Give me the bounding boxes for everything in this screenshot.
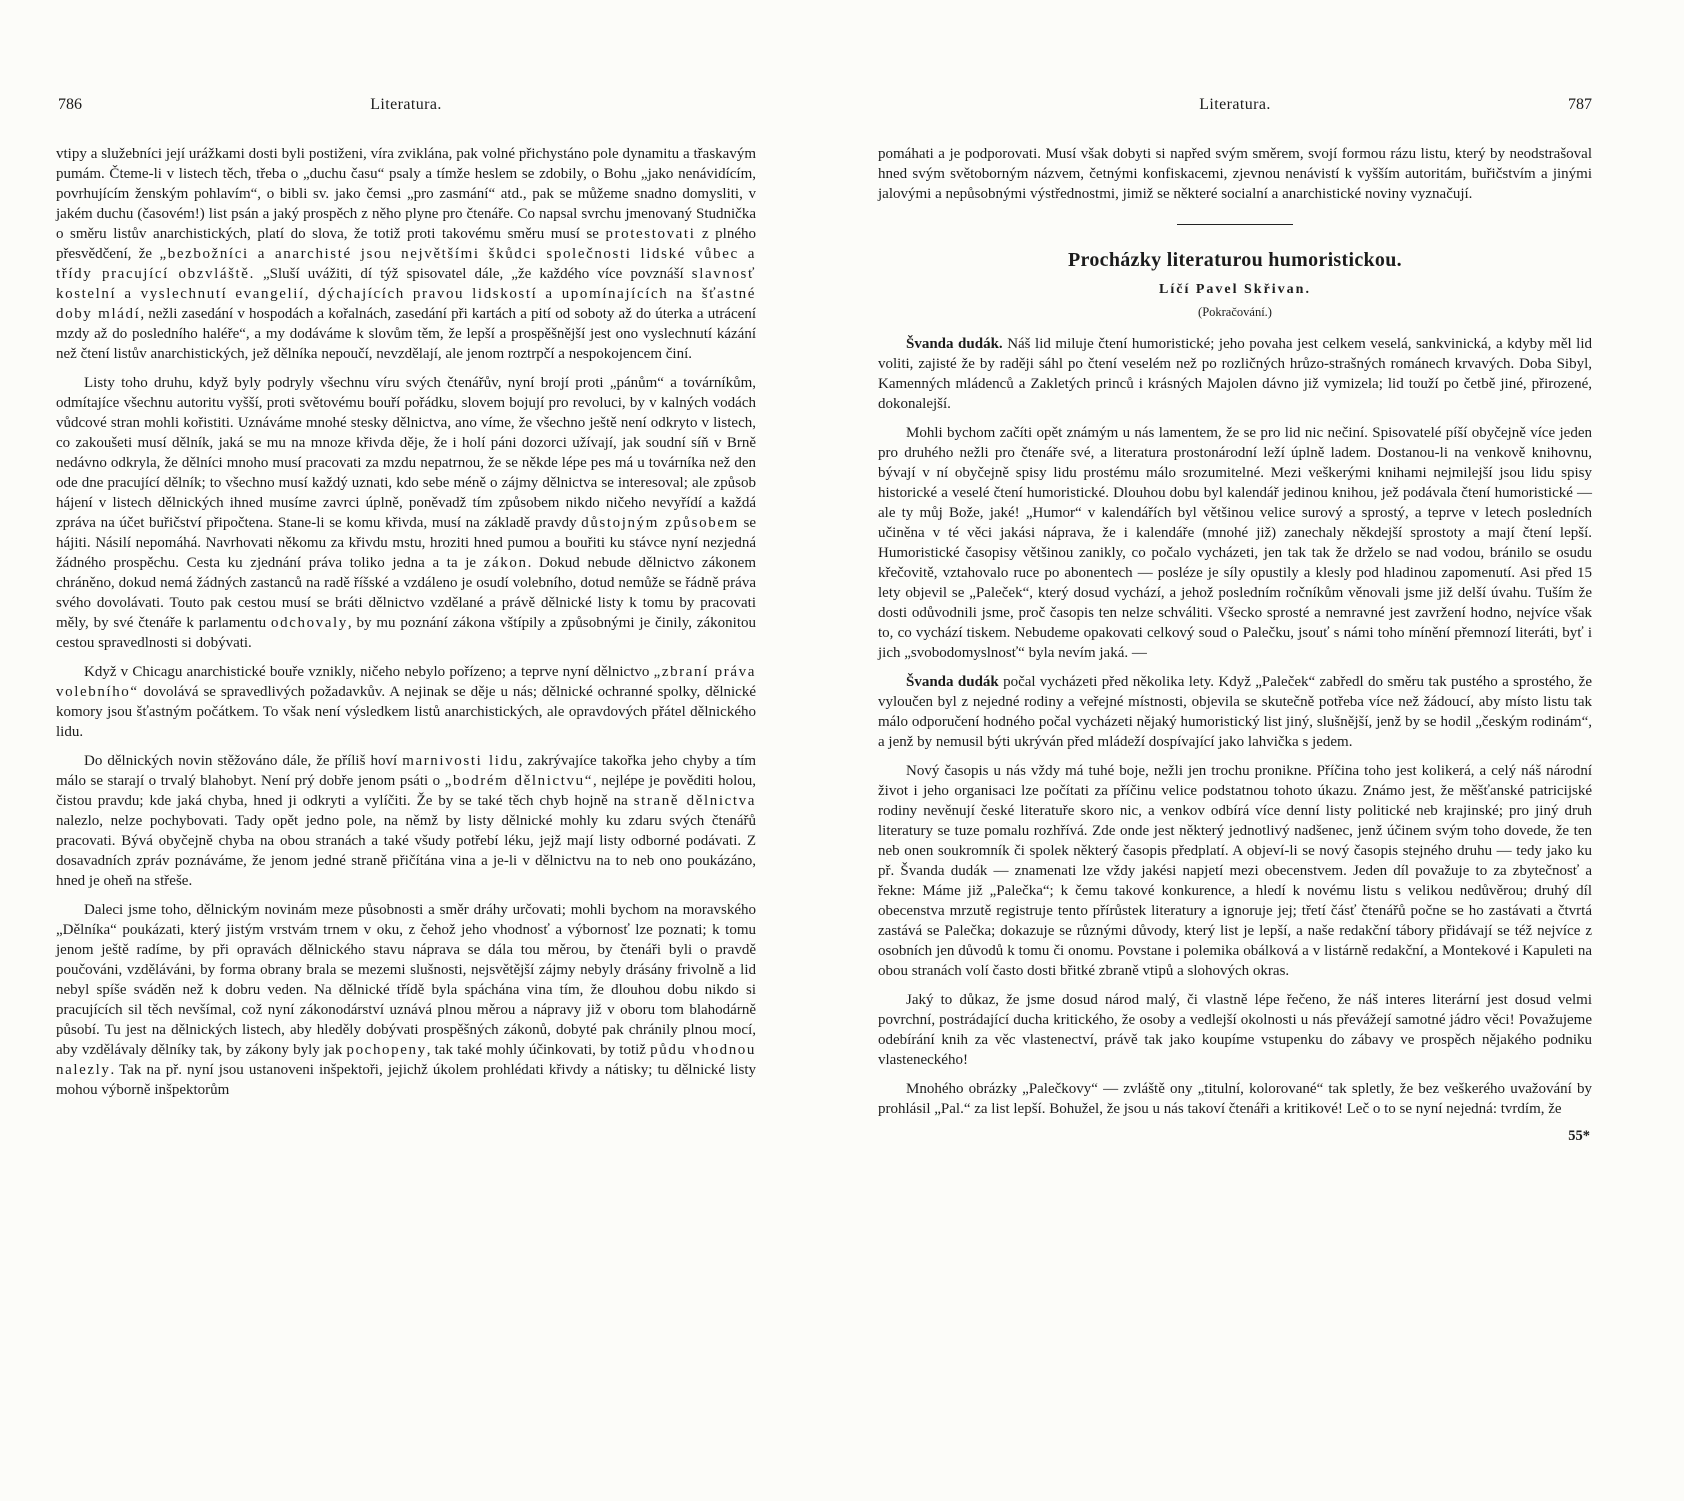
page-number: 786 bbox=[58, 96, 82, 113]
paragraph: Když v Chicagu anarchistické bouře vznikly, ničeho nebylo pořízeno; a teprve nyní dělnictvo „zbraní práva volebního“ dovolává se spravedlivých požadavkův. A nejinak se děje u nás; dělnické ochranné spolky, dělnické komory jsou šťastným počátkem. To však není výsledkem listů anarchistických, ale opravdových přátel dělnického lidu. bbox=[56, 664, 756, 740]
page-header-left bbox=[56, 96, 756, 114]
paragraph: Listy toho druhu, když byly podryly všechnu víru svých čtenářův, nyní brojí proti „pánům“ a továrníkům, odmítajíce všechnu autoritu vyšší, proti světovému bouří pořádku, slovem bojují pro revoluci, by v kalných vodách vůdcové stran mohli kořistiti. Uznáváme mnohé stesky dělnictva, ano víme, že všechno ještě není odkryto v listech, co zakoušeti musí dělník, jaká se mu na mnoze křivda děje, že i holí páni dozorci užívají, jak soudní síň v Brně nedávno odkryla, že dělníci mnoho musí pracovati za mzdu nepatrnou, že se někde lépe pes má u továrníka než den ode dne pracující dělník; to všechno musí každý uznati, kdo sebe méně o zájmy dělnictva se interesoval; ale způsob hájení v listech dělnických ihned musíme zavrci úplně, poněvadž tím způsobem nikdo ničeho nevyřídí a každá zpráva na účet buřičství připočtena. Stane-li se komu křivda, musí na základě pravdy důstojným způsobem se hájiti. Násilí nepomáhá. Navrhovati někomu za křivdu mstu, hroziti hned pumou a bouřiti ku stávce nyní nezjedná žádného prospěchu. Cesta ku zjednání práva toliko jedna a ta je zákon. Dokud nebude dělnictvo zákonem chráněno, dokud nemá žádných zastanců na radě říšské a vzdáleno je osudí volebního, dotud nemůže se řádně práva svého dovolávati. Touto pak cestou musí se bráti dělnictvo vzdělané a právě dělnické listy k tomu by pracovati měly, by své čtenáře k parlamentu odchovaly, by mu poznání zákona vštípily a způsobnými je činily, zákonitou cestou spravedlnosti si dobývati. bbox=[56, 375, 757, 651]
continuation-note: (Pokračování.) bbox=[1198, 305, 1272, 319]
running-title: Literatura. bbox=[1199, 96, 1271, 113]
article-title: Procházky literaturou humoristickou. bbox=[1068, 249, 1402, 271]
paragraph: Daleci jsme toho, dělnickým novinám meze působnosti a směr dráhy určovati; mohli bychom na moravského „Dělníka“ poukázati, který jistým vrstvám trnem v oku, z čehož jeho vhodnosť a výbornosť lze poznati; k tomu jenom ještě radíme, by při opravách dělnického stavu náprava se dála tou měrou, by čtenáři byli o pravdě poučováni, vzděláváni, by forma obrany brala se mezemi slušnosti, nejsvětější zájmy nebyly drásány frivolně a lid nebyl spíše sváděn než k dobru veden. Na dělnické třídě byla spáchána vina tím, že dlouhou dobu nikdo si pracujících sil těch nevšímal, což nyní zákonodárství uznává plnou měrou a nápravy již v oboru tom blahodárně působí. Tu jest na dělnických listech, aby hleděly dobývati prospěšných zákonů, dobyté pak chránily plnou mocí, aby vzdělávaly dělníky tak, by zákony byly jak pochopeny, tak také mohly účinkovati, by totiž půdu vhodnou nalezly. Tak na př. nyní jsou ustanoveni inšpektoři, jejichž úkolem prohlédati křivdy a nátisky; tu dělnické listy mohou výborně inšpektorům bbox=[56, 902, 757, 1098]
section-divider bbox=[1177, 224, 1293, 225]
paragraph: Švanda dudák počal vycházeti před několika lety. Když „Paleček“ zabředl do směru tak pustého a sprostého, že vyloučen byl z nejedné rodiny a veřejné místnosti, objevila se skutečně potřeba více než žádoucí, aby místo listu tak málo odporučení hodného počal vycházeti nějaký humoristický list jiný, slušnější, jenž by se hodil „českým rodinám“, a jenž by nemusil býti ukrýván před mládeží dospívající jako lahvička s jedem. bbox=[878, 674, 1592, 750]
paragraph: Mohli bychom začíti opět známým u nás lamentem, že se pro lid nic nečiní. Spisovatelé píší obyčejně více jeden pro druhého nežli pro čtenáře své, a literatura prostonárodní leží úplně ladem. Dostanou-li na venkově knihovnu, bývají v ní obyčejně spisy lidu prostému málo srozumitelné. Mezi veškerými knihami nejmilejší jsou lidu spisy historické a veselé čtení humoristické. Dlouhou dobu byl kalendář jedinou knihou, jež podávala čtení humoristické — ale ty můj Bože, jaké! „Humor“ v kalendářích byl většinou velice surový a sprostý, a teprve v letech posledních učiněna v té věci jakási náprava, že i kalendáře (mnohé již) zanechaly někdejší sprostoty a mají čtení lepší. Humoristické časopisy většinou zanikly, co počalo vycházeti, jen tak tak že drželo se nad vodou, bránilo se osudu křečovitě, vztahovalo ruce po abonentech — posléze je síly opustily a klesly pod hladinou zapomenutí. Asi před 15 lety objevil se „Paleček“, který dosud vychází, a jehož posledním ročníkům věnovali jsme již delší úvahu. Tuším že dosti odůvodnili jsme, proč časopis ten nelze schváliti. Všecko sprosté a nemravné jest zavržení hodno, nejvíce však to, co vychází tiskem. Nebudeme opakovati celkový soud o Palečku, jsouť s námi toho mínění přemnozí literáti, byť i jich „svobodomyslnosť“ byla nevím jaká. — bbox=[878, 425, 1592, 661]
paragraph: Do dělnických novin stěžováno dále, že příliš hoví marnivosti lidu, zakrývajíce takořka jeho chyby a tím málo se starají o trvalý blahobyt. Není prý dobře jenom psáti o „bodrém dělnictvu“, nejlépe je pověditi holou, čistou pravdu; kde jaká chyba, hned ji odkryti a vylíčiti. Že by se také těch chyb hojně na straně dělnictva nalezlo, nelze pochybovati. Tady opět jedno pole, na němž by listy dělnické mohly ku zdaru svých čtenářů pracovati. Bývá obyčejně chyba na obou stranách a také všudy potřebí léku, jejž mají listy odborné podávati. Z dosavadních zpráv poznáváme, že jenom jedné straně přičítána vina a je-li v dělnictvu na to neb ono poukázáno, hned je oheň na střeše. bbox=[56, 753, 756, 889]
paragraph: Nový časopis u nás vždy má tuhé boje, nežli jen trochu pronikne. Příčina toho jest kolikerá, a celý náš národní život i jeho organisaci lze počítati za příčinu velice podstatnou tohoto úkazu. Známo jest, že měšťanské patricijské rodiny nevěnují české literatuře skoro nic, a venkov odbírá více denní listy politické neb krajinské; pro jiný druh literatury se tuze pomalu rozhřívá. Zde onde jest některý jednotlivý nadšenec, jenž účinem svým toho dovede, že ten neb onen soukromník či spolek některý časopis předplatí. A objeví-li se nový časopis stejného druhu — tedy jako ku př. Švanda dudák — znamenati lze vždy jakési napjetí mezi obecenstvem. Jeden díl považuje to za zbytečnosť a řekne: Máme již „Palečka“; k čemu takové konkurence, a hledí k novému listu s velikou nedůvěrou; druhý díl obecenstva mrzutě registruje tento přírůstek literatury a ignoruje jej; třetí čásť čtenářů počne se ho zastávati a čtvrtá zastává se Palečka; dokazuje se různými důvody, který list je lepší, a naše redakční tábory přidávají se též nejvíce z osobních jen důvodů k tomu či onomu. Povstane i polemika obálková a v listárně redakční, a Montekové i Kapuleti na obou stranách volí často dosti břitké zbraně vtipů a slohových okras. bbox=[878, 763, 1592, 979]
paragraph: Jaký to důkaz, že jsme dosud národ malý, či vlastně lépe řečeno, že náš interes literární jest dosud velmi povrchní, postrádající ducha kritického, že osoby a vedlejší okolnosti u nás převážejí samotné jádro věci! Považujeme odebírání knih za věc vlastenectví, právě tak jako koupíme vstupenku do zábavy ve prospěch nějakého podniku vlasteneckého! bbox=[878, 992, 1592, 1068]
paragraph: Švanda dudák. Náš lid miluje čtení humoristické; jeho povaha jest celkem veselá, sankvinická, a kdyby měl lid voliti, zajisté že by raději sáhl po čtení veselém než po rozličných hrůzo-strašných románech krvavých. Doba Sibyl, Kamenných mládenců a Zakletých princů i krásných Majolen dávno již vymizela; lid touží po četbě jiné, přirozené, dokonalejší. bbox=[878, 336, 1592, 412]
page-number: 787 bbox=[1568, 96, 1592, 113]
article-byline: Líčí Pavel Skřivan. bbox=[1159, 282, 1311, 297]
signature-mark: 55* bbox=[1568, 1128, 1590, 1144]
page-right bbox=[842, 0, 1684, 1501]
paragraph: vtipy a služebníci její urážkami dosti byli postiženi, víra zviklána, pak volné přichystáno pole dynamitu a třaskavým pumám. Čteme-li v listech těch, třeba o „duchu času“ psaly a tímže heslem se zdobily, o Bohu „jako nenávidícím, povrhujícím ženským pohlavím“, o bibli sv. jako čemsi „pro zasmání“ atd., pak se můžeme snadno domysliti, v jakém duchu (časovém!) list psán a jaký prospěch z něho plyne pro čtenáře. Co napsal svrchu jmenovaný Studnička o směru listův anarchistických, platí do slova, že totiž proti takovému směru musí se protestovati z plného přesvědčení, že „bezbožníci a anarchisté jsou největšími škůdci společnosti lidské vůbec a třídy pracující obzvláště. „Sluší uvážiti, dí týž spisovatel dále, „že každého více povznáší slavnosť kostelní a vyslechnutí evangelií, dýchajících pravou lidskostí a upomínajících na šťastné doby mládí, nežli zasedání v hospodách a kořalnách, zasedání při kartách a pití od soboty až do úterka a utrácení mzdy až do posledního haléře“, a my dodáváme k slovům těm, že lepší a prospěšnější jest ono vyslechnutí kázání než čtení listův anarchistických, jež dělníka nepoučí, nevzdělají, ale jenom roztrpčí a nespokojencem činí. bbox=[56, 146, 756, 362]
paragraph: Mnohého obrázky „Palečkovy“ — zvláště ony „titulní, kolorované“ tak spletly, že bez veškerého uvažování by prohlásil „Pal.“ za list lepší. Bohužel, že jsou u nás takoví čtenáři a kritikové! Leč o to se nyní nejedná: tvrdím, že bbox=[878, 1081, 1592, 1117]
running-title: Literatura. bbox=[370, 96, 442, 113]
paragraph: pomáhati a je podporovati. Musí však dobyti si napřed svým směrem, svojí formou rázu listu, který by neodstrašoval hned svým světoborným názvem, četnými konfiskacemi, zjevnou nenávistí k vyšším autoritám, buřičstvím a jinými jalovými a nepůsobnými výstřednostmi, jimiž se některé socialní a anarchistické noviny vyznačují. bbox=[878, 146, 1592, 202]
page-header-right bbox=[878, 96, 1592, 114]
